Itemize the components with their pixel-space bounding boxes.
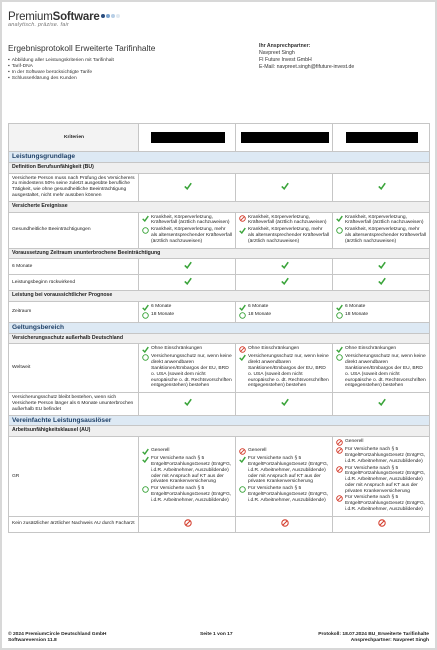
footer-version: Softwareversion 11.8 bbox=[8, 638, 57, 643]
page-title: Ergebnisprotokoll Erweiterte Tarifinhalte bbox=[8, 43, 156, 53]
forbidden-icon bbox=[239, 448, 246, 455]
subsection-row bbox=[9, 290, 430, 301]
header-tariff-3 bbox=[333, 124, 430, 152]
contact-block bbox=[259, 43, 354, 71]
cell-text: Versicherungsschutz nur, wenn keine direkt anwendbaren Sanktionen/Embargos der EU, BRD o. USA (soweit dem nicht europäische o. dt. Rechtsvorschriften entgegenstehen) bestehen bbox=[345, 354, 426, 389]
contact-email: E-Mail: navpreet.singh@fifuture-invest.de bbox=[259, 64, 355, 70]
circle-check-icon bbox=[142, 354, 149, 361]
premiumsoftware-logo bbox=[8, 11, 121, 28]
contents-item: ▪ Tarif-DNA bbox=[8, 64, 114, 70]
header-tariff-1 bbox=[139, 124, 236, 152]
contact-head: Ihr Ansprechpartner: bbox=[259, 43, 311, 49]
check-icon bbox=[336, 215, 343, 222]
document-page bbox=[2, 2, 435, 648]
forbidden-icon bbox=[336, 439, 343, 446]
subsection-title: Voraussetzung Zeitraum ununterbrochene Beeinträchtigung bbox=[9, 248, 430, 259]
check-icon bbox=[142, 346, 149, 353]
subsection-title: Versicherte Ereignisse bbox=[9, 201, 430, 212]
contact-company: FI Future Invest GmbH bbox=[259, 57, 312, 63]
check-icon bbox=[378, 277, 386, 285]
table-header-row bbox=[9, 124, 430, 152]
forbidden-icon bbox=[336, 447, 343, 454]
table-row bbox=[9, 301, 430, 322]
subsection-row bbox=[9, 426, 430, 437]
contents-list bbox=[8, 58, 114, 82]
criterion-label: Versicherte Person muss nach Prüfung des Versicherers zu mindestens 50% seine zuletzt ausgeübte berufliche Tätigkeit, wie ohne gesundheitliche Beeinträchtigung ausgestaltet, nicht mehr ausüben können bbox=[9, 173, 139, 201]
check-icon bbox=[281, 398, 289, 406]
section-title: Geltungsbereich bbox=[9, 322, 430, 333]
cell-text: Für Versicherte nach § 5 EntgeltFortzahlungsGesetz (EntgFG, i.d.R. Arbeitnehmer, Auszubildende) oder mit Anspruch auf KT aus der privaten Krankenversicherung bbox=[345, 465, 426, 494]
table-row bbox=[9, 259, 430, 275]
subsection-row bbox=[9, 248, 430, 259]
circle-check-icon bbox=[239, 312, 246, 319]
check-icon bbox=[239, 227, 246, 234]
check-icon bbox=[184, 277, 192, 285]
section-row bbox=[9, 152, 430, 163]
criterion-label: Versicherungsschutz bleibt bestehen, wenn sich Versicherte Person länger als 6 Monate ununterbrochen außerhalb EU befindet bbox=[9, 393, 139, 415]
circle-check-icon bbox=[239, 486, 246, 493]
forbidden-icon bbox=[239, 346, 246, 353]
forbidden-icon bbox=[336, 495, 343, 502]
cell-text: Krankheit, Körperverletzung, mehr als altersentsprechender Kräfteverfall (ärztlich nachzuweisen) bbox=[151, 227, 233, 244]
cell-text: 18 Monate bbox=[248, 311, 272, 317]
check-icon bbox=[239, 304, 246, 311]
criterion-label: Gesundheitliche Beeinträchtigungen bbox=[9, 212, 139, 248]
check-icon bbox=[142, 448, 149, 455]
check-icon bbox=[281, 182, 289, 190]
footer-copyright: © 2024 PremiumCircle Deutschland GmbH bbox=[8, 632, 107, 637]
subsection-title: Leistung bei voraussichtlicher Prognose bbox=[9, 290, 430, 301]
check-icon bbox=[239, 456, 246, 463]
logo-tagline: analytisch. präzise. fair bbox=[8, 22, 69, 28]
cell-text: Ohne Einschränkungen bbox=[248, 346, 300, 352]
check-icon bbox=[281, 277, 289, 285]
cell-text: Versicherungsschutz nur, wenn keine direkt anwendbaren Sanktionen/Embargos der EU, BRD o. USA (soweit dem nicht europäische o. dt. Rechtsvorschriften entgegenstehen) bestehen bbox=[248, 354, 329, 389]
contents-item: ▪ In der Software berücksichtigte Tarife bbox=[8, 70, 114, 76]
forbidden-icon bbox=[239, 215, 246, 222]
header-tariff-2 bbox=[236, 124, 333, 152]
table-row bbox=[9, 173, 430, 201]
cell-text: 6 Monate bbox=[151, 303, 172, 309]
cell-text: Für Versicherte nach § 5 EntgeltFortzahlungsGesetz (EntgFG, i.d.R. Arbeitnehmer, Auszubildende) bbox=[345, 495, 426, 513]
cell-text: Krankheit, Körperverletzung, mehr als altersentsprechender Kräfteverfall (ärztlich nachzuweisen) bbox=[248, 227, 330, 244]
criterion-label: Kein zusätzlicher ärztlicher Nachweis AU durch Facharzt bbox=[9, 516, 139, 532]
footer-protocol: Protokoll: 18.07.2024 BU_Erweiterte Tarifinhalte bbox=[318, 632, 429, 637]
cell-text: Generell bbox=[248, 448, 267, 454]
cell-text: Generell bbox=[151, 448, 170, 454]
subsection-row bbox=[9, 333, 430, 344]
cell-text: Für Versicherte nach § 5 EntgeltFortzahlungsGesetz (EntgFG, i.d.R. Arbeitnehmer, Auszubildende) bbox=[248, 486, 329, 503]
criterion-label: Weltweit bbox=[9, 344, 139, 393]
criterion-label: Zeitraum bbox=[9, 301, 139, 322]
circle-check-icon bbox=[142, 312, 149, 319]
table-row bbox=[9, 212, 430, 248]
cell-text: Ohne Einschränkungen bbox=[345, 346, 397, 352]
circle-check-icon bbox=[336, 354, 343, 361]
cell-text: 18 Monate bbox=[151, 311, 175, 317]
cell-text: Krankheit, Körperverletzung, Kräfteverfall (ärztlich nachzuweisen) bbox=[151, 214, 230, 226]
check-icon bbox=[239, 354, 246, 361]
check-icon bbox=[281, 261, 289, 269]
cell-text: 6 Monate bbox=[345, 303, 366, 309]
section-title: Leistungsgrundlage bbox=[9, 152, 430, 163]
subsection-title: Versicherungsschutz außerhalb Deutschland bbox=[9, 333, 430, 344]
footer-page-number: Seite 1 von 17 bbox=[200, 632, 233, 637]
table-row bbox=[9, 516, 430, 532]
check-icon bbox=[378, 182, 386, 190]
cell-text: Für Versicherte nach § 5 EntgeltFortzahlungsGesetz (EntgFG, i.d.R. Arbeitnehmer, Auszubildende) bbox=[345, 447, 426, 464]
cell-text: Generell bbox=[345, 439, 364, 445]
criteria-table bbox=[8, 123, 430, 533]
check-icon bbox=[378, 261, 386, 269]
check-icon bbox=[184, 398, 192, 406]
circle-check-icon bbox=[142, 227, 149, 234]
cell-text: 18 Monate bbox=[345, 311, 369, 317]
table-row bbox=[9, 344, 430, 393]
cell-text: Krankheit, Körperverletzung, Kräfteverfall (ärztlich nachzuweisen) bbox=[345, 214, 424, 226]
circle-check-icon bbox=[336, 227, 343, 234]
contents-item: ▪ Schlusserklärung des Kunden bbox=[8, 76, 114, 82]
forbidden-icon bbox=[184, 519, 192, 527]
contact-name: Navpreet Singh bbox=[259, 50, 295, 56]
contents-item: ▪ Abbildung aller Leistungskriterien mit Tarifinhalt bbox=[8, 58, 114, 64]
cell-text: Ohne Einschränkungen bbox=[151, 346, 203, 352]
cell-text: Für Versicherte nach § 5 EntgeltFortzahlungsGesetz (EntgFG, i.d.R. Arbeitnehmer, Auszubildende) bbox=[151, 486, 232, 503]
table-row bbox=[9, 393, 430, 415]
cell-text: 6 Monate bbox=[248, 303, 269, 309]
cell-text: Für Versicherte nach § 5 EntgeltFortzahlungsGesetz (EntgFG, i.d.R. Arbeitnehmer, Auszubildende) oder mit Anspruch auf KT aus der privaten Krankenversicherung bbox=[151, 456, 232, 485]
criterion-label: Leistungsbeginn rückwirkend bbox=[9, 275, 139, 291]
check-icon bbox=[336, 304, 343, 311]
redacted-tariff-name bbox=[346, 132, 418, 143]
table-row bbox=[9, 275, 430, 291]
check-icon bbox=[142, 304, 149, 311]
logo-brand-light: Premium bbox=[8, 11, 53, 23]
header-criteria: Kriterien bbox=[9, 124, 139, 152]
redacted-tariff-name bbox=[241, 132, 329, 143]
criterion-label: GR bbox=[9, 437, 139, 517]
cell-text: Versicherungsschutz nur, wenn keine direkt anwendbaren Sanktionen/Embargos der EU, BRD o. USA (soweit dem nicht europäische o. dt. Rechtsvorschriften entgegenstehen) bestehen bbox=[151, 354, 232, 389]
logo-brand-bold: Software bbox=[52, 11, 100, 23]
section-row bbox=[9, 322, 430, 333]
check-icon bbox=[378, 398, 386, 406]
section-row bbox=[9, 415, 430, 426]
subsection-title: Arbeitsunfähigkeitsklausel (AU) bbox=[9, 426, 430, 437]
redacted-tariff-name bbox=[151, 132, 225, 143]
table-row bbox=[9, 437, 430, 517]
circle-check-icon bbox=[142, 486, 149, 493]
check-icon bbox=[336, 346, 343, 353]
cell-text: Krankheit, Körperverletzung, mehr als altersentsprechender Kräfteverfall (ärztlich nachzuweisen) bbox=[345, 227, 427, 244]
cell-text: Krankheit, Körperverletzung, Kräfteverfall (ärztlich nachzuweisen) bbox=[248, 214, 327, 226]
cell-text: Für Versicherte nach § 5 EntgeltFortzahlungsGesetz (EntgFG, i.d.R. Arbeitnehmer, Auszubildende) oder mit Anspruch auf KT aus der privaten Krankenversicherung bbox=[248, 456, 329, 485]
footer-contact: Ansprechpartner: Navpreet Singh bbox=[350, 638, 429, 643]
forbidden-icon bbox=[378, 519, 386, 527]
subsection-title: Definition Berufsunfähigkeit (BU) bbox=[9, 162, 430, 173]
criterion-label: 6 Monate bbox=[9, 259, 139, 275]
check-icon bbox=[142, 456, 149, 463]
forbidden-icon bbox=[281, 519, 289, 527]
logo-dots-icon bbox=[101, 9, 121, 21]
check-icon bbox=[142, 215, 149, 222]
subsection-row bbox=[9, 162, 430, 173]
check-icon bbox=[184, 182, 192, 190]
subsection-row bbox=[9, 201, 430, 212]
section-title: Vereinfachte Leistungsauslöser bbox=[9, 415, 430, 426]
forbidden-icon bbox=[336, 466, 343, 473]
check-icon bbox=[184, 261, 192, 269]
circle-check-icon bbox=[336, 312, 343, 319]
